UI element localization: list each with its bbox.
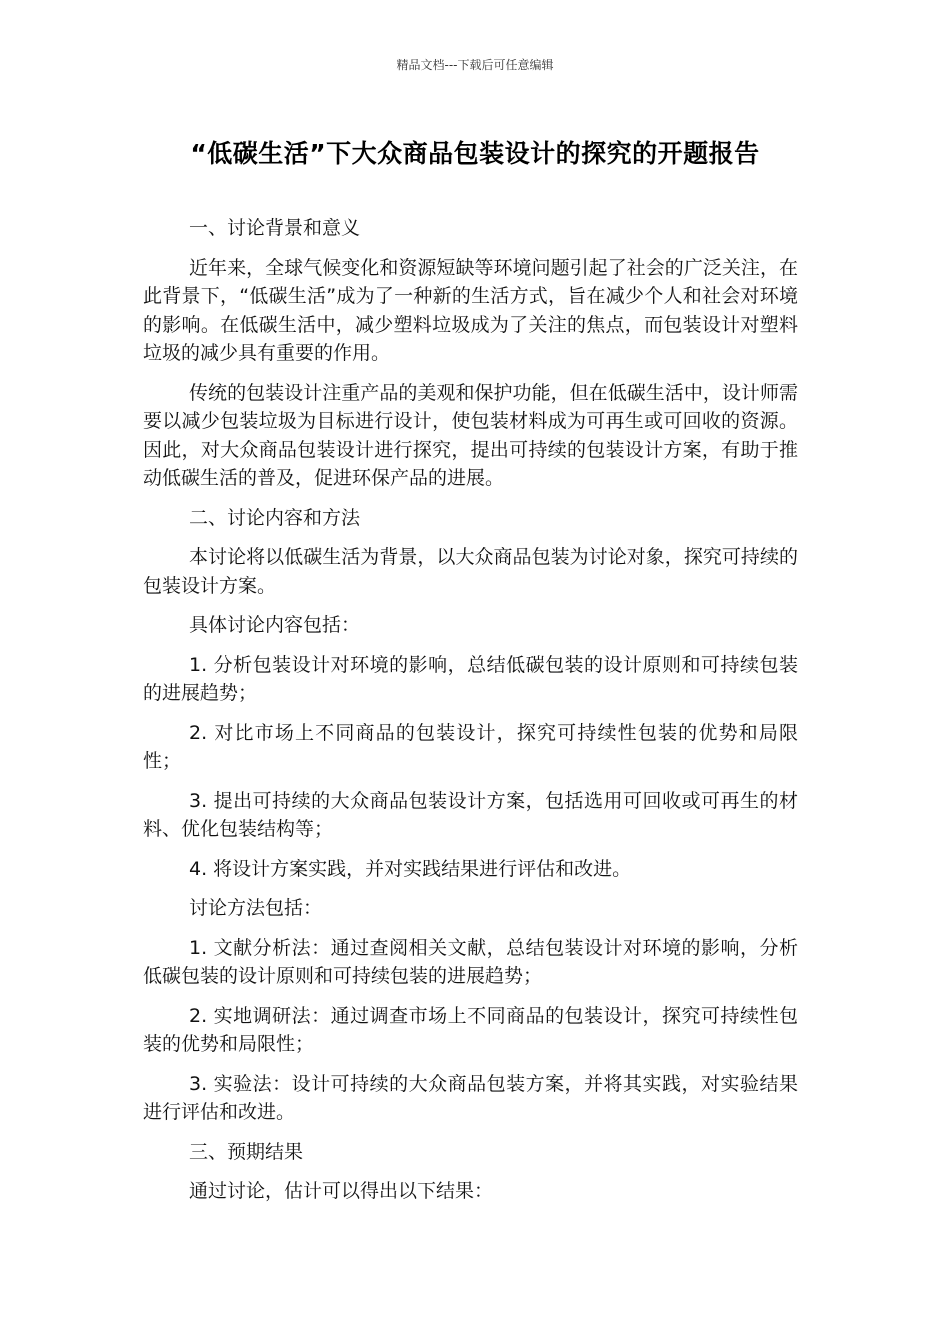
list-item-method-1: 1. 文献分析法：通过查阅相关文献，总结包装设计对环境的影响，分析低碳包装的设计原则和可持续包装的进展趋势； — [143, 936, 798, 987]
list-item-content-1: 1. 分析包装设计对环境的影响，总结低碳包装的设计原则和可持续包装的进展趋势； — [143, 653, 798, 704]
list-item-content-2: 2. 对比市场上不同商品的包装设计，探究可持续性包装的优势和局限性； — [143, 721, 798, 772]
paragraph-content-label: 具体讨论内容包括： — [189, 614, 361, 636]
document-title: “低碳生活”下大众商品包装设计的探究的开题报告 — [190, 139, 760, 168]
list-item-method-2: 2. 实地调研法：通过调查市场上不同商品的包装设计，探究可持续性包装的优势和局限性； — [143, 1004, 798, 1055]
list-item-content-3: 3. 提出可持续的大众商品包装设计方案，包括选用可回收或可再生的材料、优化包装结构等； — [143, 789, 798, 840]
paragraph-expected-results: 通过讨论，估计可以得出以下结果： — [189, 1180, 494, 1202]
page-header: 精品文档---下载后可任意编辑 — [396, 58, 554, 72]
paragraph-content-intro: 本讨论将以低碳生活为背景，以大众商品包装为讨论对象，探究可持续的包装设计方案。 — [143, 546, 798, 597]
section-heading-background: 一、讨论背景和意义 — [189, 217, 361, 239]
paragraph-method-label: 讨论方法包括： — [189, 897, 323, 919]
list-item-content-4: 4. 将设计方案实践，并对实践结果进行评估和改进。 — [189, 857, 632, 880]
paragraph-background-1: 近年来，全球气候变化和资源短缺等环境问题引起了社会的广泛关注，在此背景下，“低碳生活”成为了一种新的生活方式，旨在减少个人和社会对环境的影响。在低碳生活中，减少塑料垃圾成为了关注的焦点，而包装设计对塑料垃圾的减少具有重要的作用。 — [143, 256, 798, 364]
paragraph-background-2: 传统的包装设计注重产品的美观和保护功能，但在低碳生活中，设计师需要以减少包装垃圾为目标进行设计，使包装材料成为可再生或可回收的资源。因此，对大众商品包装设计进行探究，提出可持续的包装设计方案，有助于推动低碳生活的普及，促进环保产品的进展。 — [143, 381, 798, 489]
list-item-method-3: 3. 实验法：设计可持续的大众商品包装方案，并将其实践，对实验结果进行评估和改进。 — [143, 1072, 798, 1123]
section-heading-content-method: 二、讨论内容和方法 — [189, 506, 361, 529]
document-body — [143, 214, 798, 1217]
section-heading-expected-results: 三、预期结果 — [189, 1140, 304, 1163]
